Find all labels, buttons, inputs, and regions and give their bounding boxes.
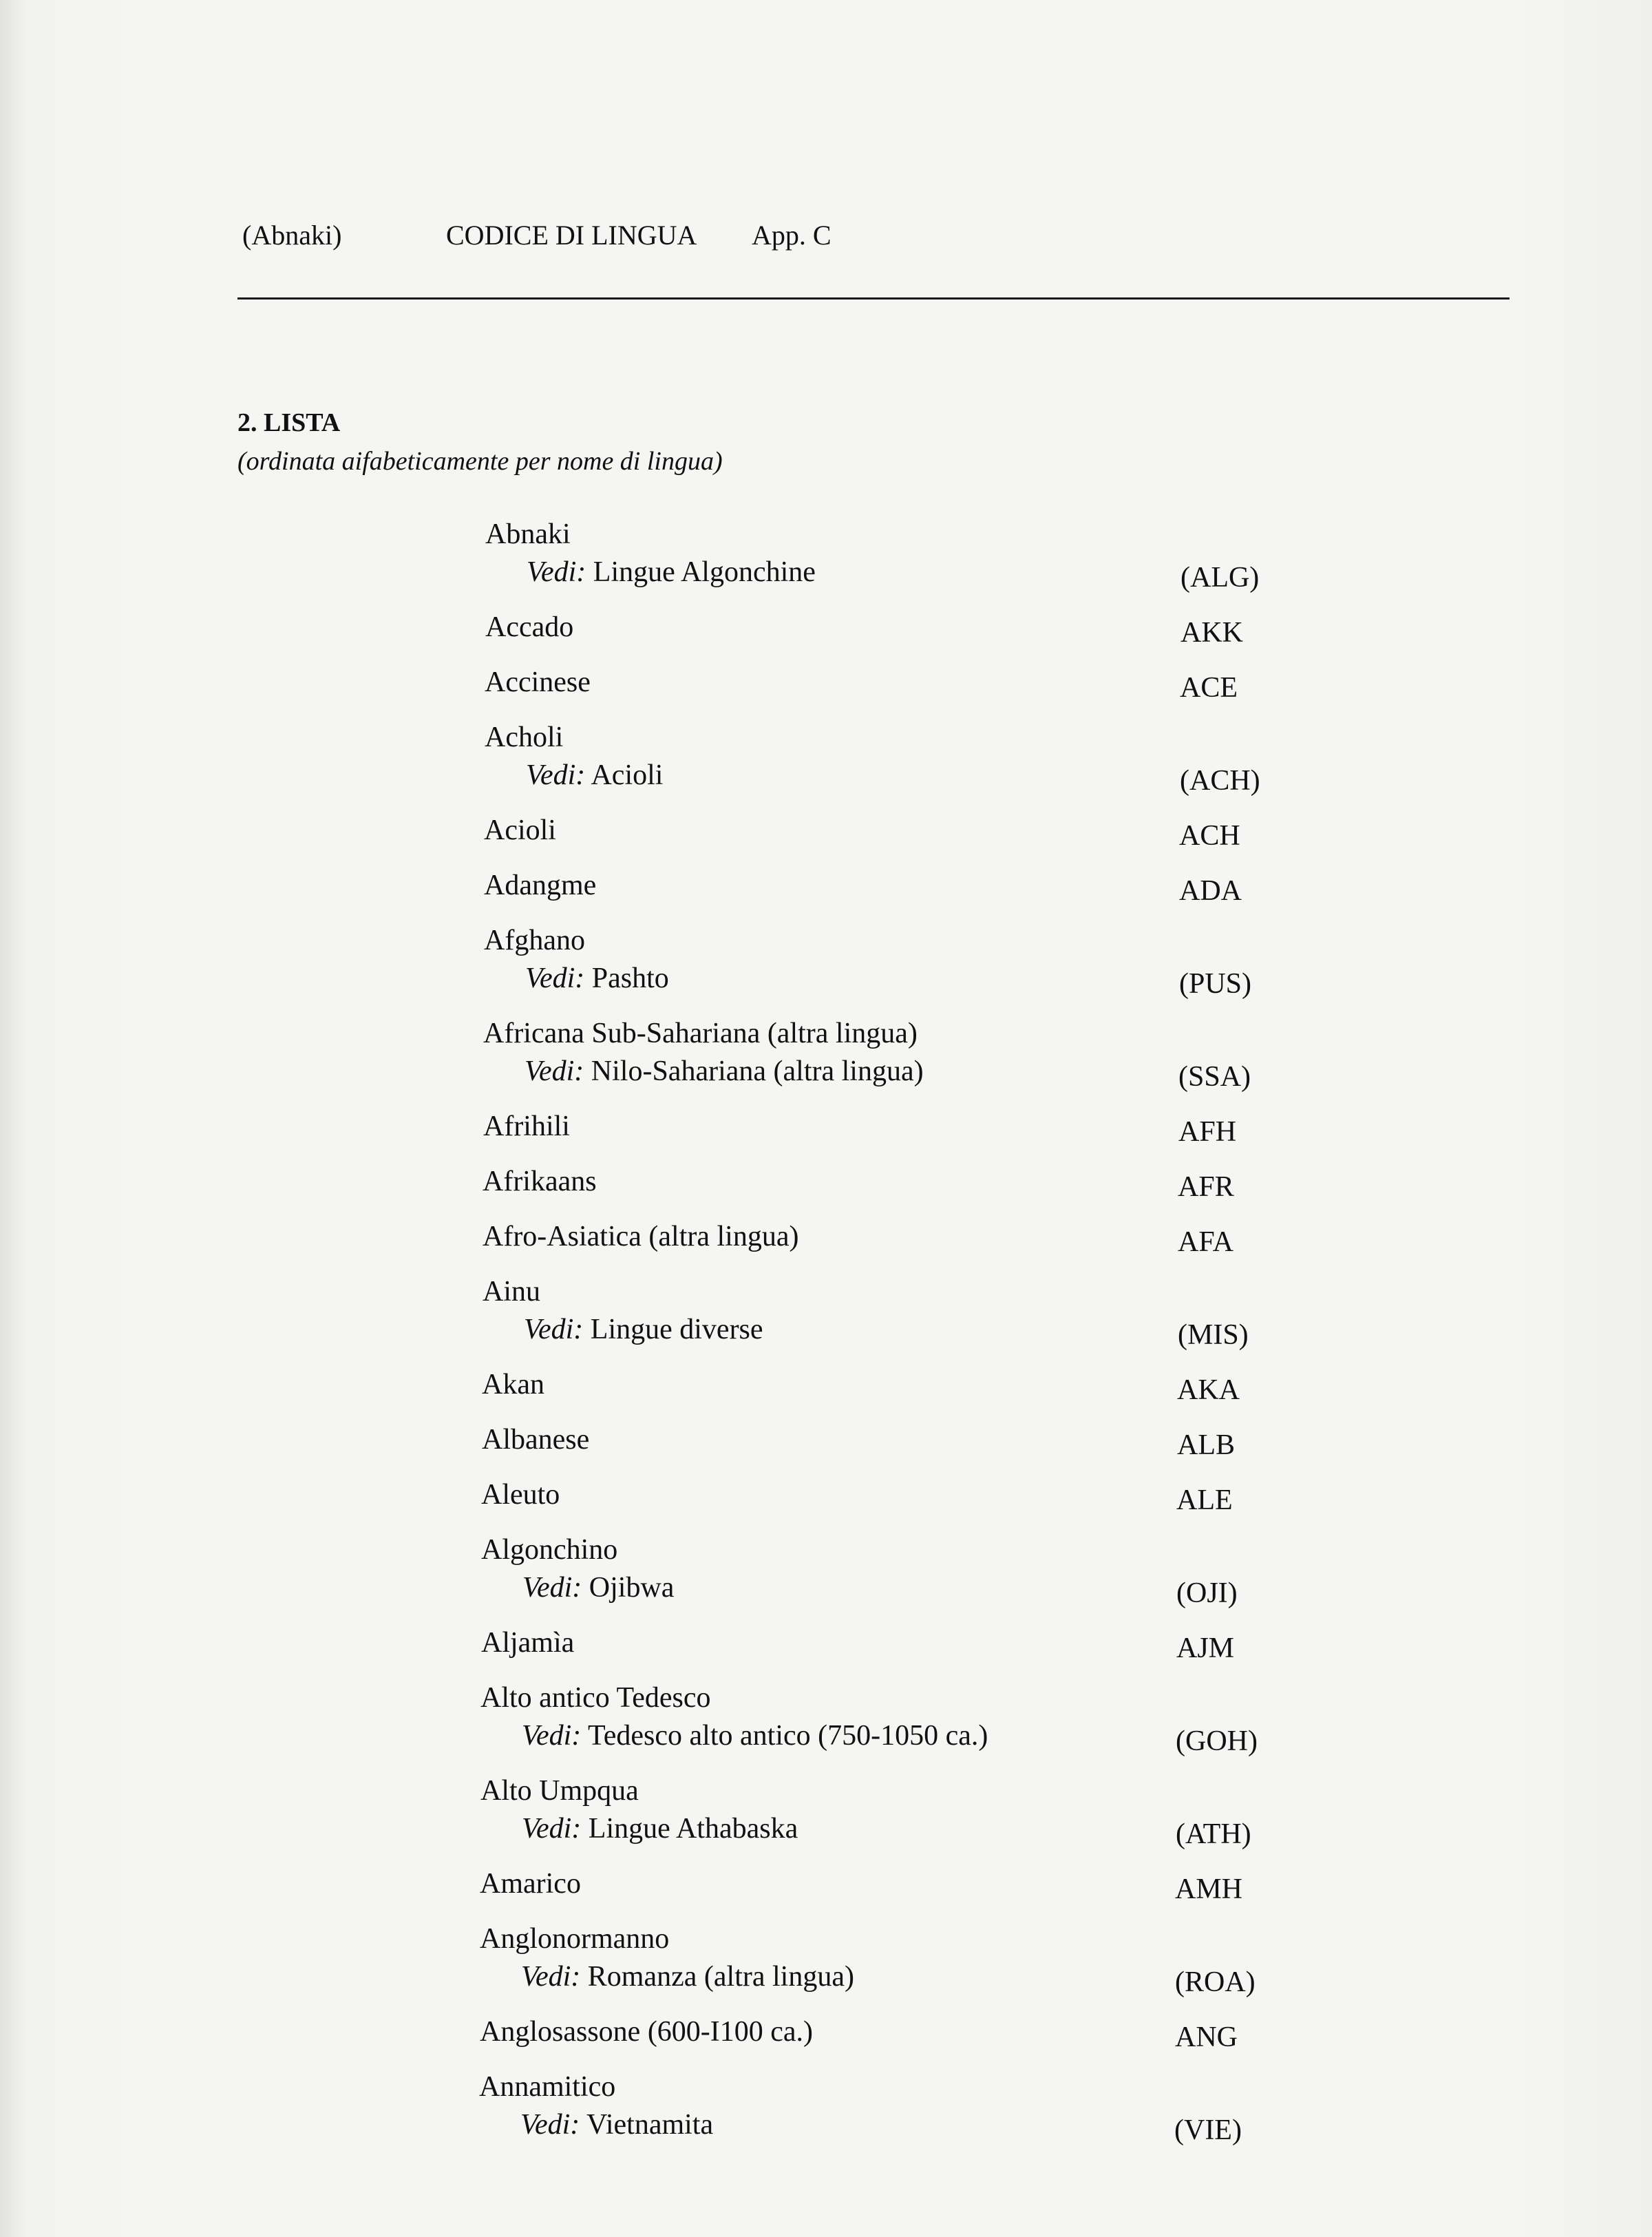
language-name: Africana Sub-Sahariana (altra lingua) <box>483 1018 918 1049</box>
see-target: Romanza (altra lingua) <box>580 1961 854 1993</box>
language-code: (ATH) <box>1176 1818 1251 1850</box>
language-name: Accinese <box>485 666 591 698</box>
header-rule <box>237 297 1510 300</box>
see-reference <box>522 1812 798 1845</box>
vedi-label: Vedi: <box>527 556 586 588</box>
language-code: ANG <box>1175 2021 1238 2053</box>
language-code: (ACH) <box>1180 765 1260 797</box>
see-reference <box>522 1571 674 1604</box>
vedi-label: Vedi: <box>526 759 586 791</box>
language-name: Albanese <box>482 1424 590 1456</box>
language-code: AJM <box>1176 1632 1235 1664</box>
language-code: (VIE) <box>1174 2114 1242 2146</box>
language-code: (ROA) <box>1175 1966 1256 1998</box>
language-code: (SSA) <box>1178 1061 1251 1093</box>
language-name: Ainu <box>483 1276 540 1307</box>
running-header-left: (Abnaki) <box>242 220 342 251</box>
language-name: Afrihili <box>483 1111 570 1142</box>
section-title: 2. LISTA <box>237 408 341 437</box>
language-name: Afrikaans <box>483 1166 597 1197</box>
see-target: Nilo-Sahariana (altra lingua) <box>584 1056 924 1087</box>
language-code: (OJI) <box>1176 1577 1238 1609</box>
vedi-label: Vedi: <box>525 1056 584 1087</box>
section-subtitle: (ordinata aifabeticamente per nome di lingua) <box>237 447 723 476</box>
language-code: AFH <box>1178 1116 1237 1148</box>
see-reference <box>522 1719 988 1752</box>
see-target: Lingue Athabaska <box>581 1813 798 1845</box>
running-header-appendix: App. C <box>752 220 832 251</box>
vedi-label: Vedi: <box>525 963 585 994</box>
language-name: Alto antico Tedesco <box>480 1682 711 1714</box>
see-target: Lingue Algonchine <box>586 556 816 588</box>
see-target: Pashto <box>584 963 669 994</box>
language-name: Annamitico <box>479 2071 616 2103</box>
language-name: Anglosassone (600-I100 ca.) <box>480 2016 814 2048</box>
language-code: (PUS) <box>1179 968 1252 1000</box>
language-code: ADA <box>1179 875 1242 907</box>
language-name: Aljamìa <box>481 1627 575 1659</box>
vedi-label: Vedi: <box>524 1314 584 1345</box>
language-code: ALE <box>1176 1484 1233 1516</box>
see-target: Vietnamita <box>580 2109 714 2141</box>
language-code: AFR <box>1178 1171 1234 1203</box>
vedi-label: Vedi: <box>522 1720 582 1752</box>
language-name: Aleuto <box>481 1479 560 1511</box>
see-target: Lingue diverse <box>583 1314 763 1345</box>
see-reference <box>526 759 663 792</box>
see-target: Ojibwa <box>582 1572 675 1604</box>
language-code: AFA <box>1178 1226 1233 1258</box>
vedi-label: Vedi: <box>520 2109 580 2141</box>
see-target: Tedesco alto antico (750-1050 ca.) <box>581 1720 988 1752</box>
language-code: ACE <box>1180 672 1238 704</box>
language-name: Anglonormanno <box>480 1923 670 1955</box>
see-reference <box>525 962 669 995</box>
language-code: AKK <box>1180 617 1243 649</box>
language-code: (GOH) <box>1176 1725 1258 1757</box>
vedi-label: Vedi: <box>521 1961 581 1993</box>
language-name: Afro-Asiatica (altra lingua) <box>483 1221 799 1252</box>
see-reference <box>520 2108 713 2141</box>
language-code: AMH <box>1175 1873 1243 1905</box>
language-name: Algonchino <box>481 1534 618 1566</box>
language-code: (ALG) <box>1180 562 1260 594</box>
running-header-title: CODICE DI LINGUA <box>446 220 697 251</box>
language-name: Alto Umpqua <box>480 1775 639 1807</box>
see-reference <box>521 1960 854 1993</box>
vedi-label: Vedi: <box>522 1572 582 1604</box>
language-name: Acioli <box>484 815 556 846</box>
language-code: ALB <box>1177 1429 1235 1461</box>
language-code: ACH <box>1179 820 1240 852</box>
see-target: Acioli <box>585 759 664 791</box>
language-name: Afghano <box>484 925 585 956</box>
language-name: Accado <box>485 611 574 643</box>
language-code: (MIS) <box>1178 1319 1249 1351</box>
language-name: Amarico <box>480 1868 581 1900</box>
language-code: AKA <box>1177 1374 1240 1406</box>
see-reference <box>524 1313 763 1346</box>
language-name: Adangme <box>484 870 597 901</box>
language-name: Akan <box>482 1369 544 1400</box>
language-name: Abnaki <box>485 518 571 550</box>
see-reference <box>527 556 816 589</box>
vedi-label: Vedi: <box>522 1813 582 1845</box>
see-reference <box>525 1055 924 1088</box>
language-name: Acholi <box>485 722 564 753</box>
